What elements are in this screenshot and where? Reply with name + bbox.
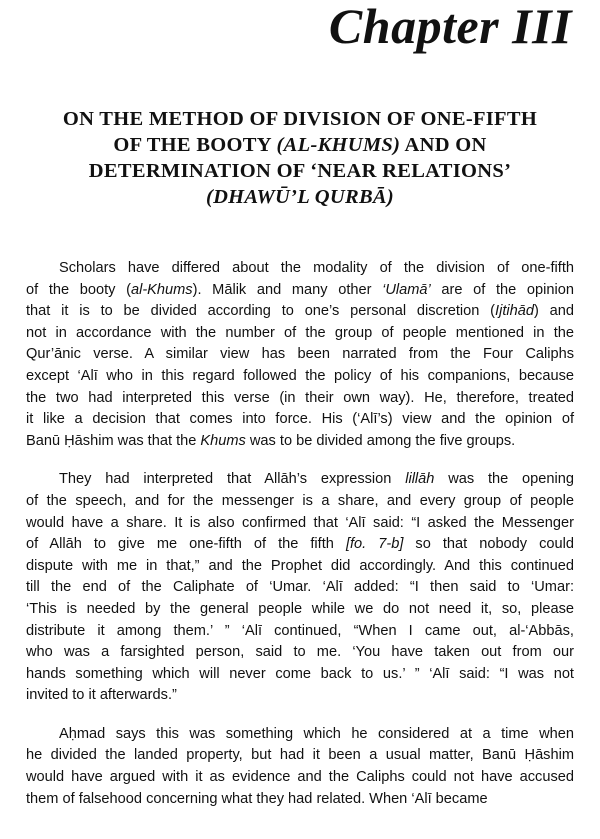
text-run: was to be divided among the five groups. bbox=[245, 432, 516, 449]
text-line bbox=[26, 323, 574, 345]
text-run: them of falsehood concerning what they had related. When ‘Alī became bbox=[26, 790, 488, 807]
text-run: of Allāh to give me one-fifth of the fifth bbox=[26, 536, 346, 553]
text-line bbox=[26, 388, 574, 410]
text-line bbox=[26, 621, 574, 643]
text-line bbox=[26, 366, 574, 388]
text-run: except ‘Alī who in this regard followed the policy of his companions, because bbox=[26, 367, 574, 384]
text-run: Banū Ḥāshim was that the bbox=[26, 432, 201, 449]
title-line-1: ON THE METHOD OF DIVISION OF ONE-FIFTH bbox=[62, 108, 538, 130]
text-line bbox=[26, 599, 574, 621]
text-line bbox=[26, 556, 574, 578]
title-term-al-khums: (AL-KHUMS) bbox=[276, 134, 401, 156]
text-run: ) and bbox=[533, 303, 574, 320]
section-title bbox=[20, 106, 580, 210]
text-run: of the speech, and for the messenger is a share, and every group of people bbox=[26, 492, 574, 509]
text-run: who was a farsighted person, said to me. ‘You have taken out from our bbox=[26, 644, 574, 661]
italic-term: al-Khums bbox=[130, 281, 193, 298]
text-run: the two had interpreted this verse (in their own way). He, therefore, treated bbox=[26, 389, 574, 406]
text-line bbox=[26, 767, 574, 789]
text-line bbox=[26, 301, 574, 323]
text-run: not in accordance with the number of the group of people mentioned in the bbox=[26, 324, 574, 341]
text-run: would have argued with it as evidence and the Caliphs could not have accused bbox=[26, 769, 574, 786]
text-run: invited to it afterwards.” bbox=[26, 687, 177, 704]
italic-term: ‘Ulamā’ bbox=[382, 281, 431, 298]
paragraph bbox=[26, 258, 574, 452]
italic-term: Ijtihād bbox=[495, 303, 534, 320]
italic-term: Khums bbox=[200, 432, 246, 449]
text-line bbox=[26, 724, 574, 746]
title-line-3: DETERMINATION OF ‘NEAR RELATIONS’ bbox=[88, 160, 512, 182]
text-run: ). Mālik and many other bbox=[192, 281, 383, 298]
text-run: hands something which will never come back to us.’ ” ‘Alī said: “I was not bbox=[26, 665, 574, 682]
text-run: was the opening bbox=[434, 471, 574, 488]
text-line bbox=[26, 344, 574, 366]
text-run: They had interpreted that Allāh’s expression bbox=[59, 471, 406, 488]
italic-term: lillāh bbox=[405, 471, 435, 488]
text-run: so that nobody could bbox=[403, 536, 574, 553]
text-line bbox=[26, 513, 574, 535]
text-line bbox=[26, 577, 574, 599]
text-run: are of the opinion bbox=[430, 281, 574, 298]
title-line-2-start: OF THE BOOTY bbox=[113, 134, 277, 156]
text-run: Scholars have differed about the modality of the division of one-fifth bbox=[59, 260, 574, 276]
text-line bbox=[26, 534, 574, 556]
title-line-2-end: AND ON bbox=[400, 134, 487, 156]
text-run: he divided the landed property, but had it been a usual matter, Banū Ḥāshim bbox=[26, 747, 574, 764]
text-run: Qur’ānic verse. A similar view has been narrated from the Four Caliphs bbox=[26, 346, 574, 363]
title-term-dhawul-qurba: (DHAWŪ’L QURBĀ) bbox=[205, 186, 395, 208]
title-line-2 bbox=[20, 132, 580, 158]
title-line-4 bbox=[20, 184, 580, 210]
text-line bbox=[26, 431, 574, 453]
chapter-heading: Chapter III bbox=[328, 0, 572, 54]
paragraph bbox=[26, 724, 574, 810]
paragraph bbox=[26, 469, 574, 707]
text-run: that it is to be divided according to one’s personal discretion ( bbox=[26, 303, 496, 320]
text-run: till the end of the Caliphate of ‘Umar. ‘Alī added: “I then said to ‘Umar: bbox=[26, 579, 574, 596]
text-run: of the booty ( bbox=[26, 281, 131, 298]
text-run: ‘This is needed by the general people while we do not need it, so, please bbox=[26, 600, 574, 617]
text-run: distribute it among them.’ ” ‘Alī continued, “When I came out, al-‘Abbās, bbox=[26, 622, 574, 639]
body-text bbox=[26, 258, 574, 827]
text-line bbox=[26, 789, 574, 811]
text-line bbox=[26, 258, 574, 280]
text-line bbox=[26, 745, 574, 767]
italic-term: [fo. 7-b] bbox=[345, 536, 404, 553]
text-line bbox=[26, 280, 574, 302]
text-line bbox=[26, 409, 574, 431]
text-line bbox=[26, 685, 574, 707]
text-run: it like a decision that comes into force. His (‘Alī’s) view and the opinion of bbox=[26, 411, 574, 428]
text-line bbox=[26, 664, 574, 686]
text-line bbox=[26, 642, 574, 664]
text-line bbox=[26, 469, 574, 491]
text-run: would have a share. It is also confirmed that ‘Alī said: “I asked the Messenger bbox=[26, 514, 574, 531]
text-run: dispute with me in that,” and the Prophet did accordingly. And this continued bbox=[26, 557, 574, 574]
text-line bbox=[26, 491, 574, 513]
text-run: Aḥmad says this was something which he considered at a time when bbox=[59, 725, 574, 742]
